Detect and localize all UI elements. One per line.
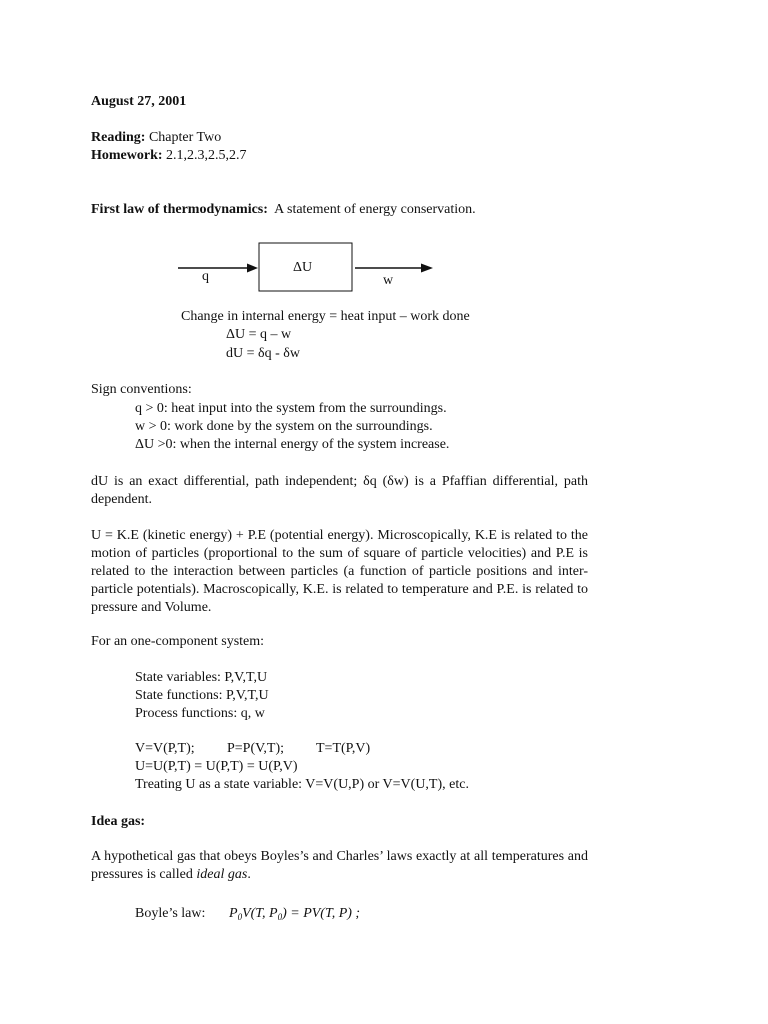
process-functions-line: Process functions: q, w — [135, 706, 265, 721]
boyle-eq-sub1: 0 — [277, 912, 283, 922]
sign-convention-w: w > 0: work done by the system on the surroundings. — [135, 419, 433, 434]
boyle-law-equation — [229, 905, 360, 926]
exact-differential-paragraph: dU is an exact differential, path independent; δq (δw) is a Pfaffian differential, path dependent. — [91, 474, 588, 507]
boyle-eq-p: P — [229, 906, 238, 921]
state-variables-line: State variables: P,V,T,U — [135, 670, 268, 685]
work-output-arrowhead — [421, 264, 433, 273]
ideal-gas-paragraph — [91, 848, 588, 884]
sign-conventions-title: Sign conventions: — [91, 382, 192, 397]
first-law-label: First law of thermodynamics: — [91, 202, 268, 217]
one-component-title: For an one-component system: — [91, 634, 265, 649]
ideal-gas-period: . — [247, 867, 251, 882]
reading-value: Chapter Two — [148, 130, 222, 145]
delta-u-box-label: ΔU — [293, 260, 313, 275]
ideal-gas-term: ideal gas — [196, 867, 248, 882]
boyle-law-label: Boyle’s law: — [135, 906, 206, 921]
date-heading: August 27, 2001 — [91, 94, 187, 109]
pressure-function: P=P(V,T); — [227, 741, 285, 756]
ideal-gas-text: A hypothetical gas that obeys Boyles’s and Charles’ laws exactly at all temperatures and pressures is called — [91, 849, 588, 882]
first-law-value: A statement of energy conservation. — [274, 202, 476, 217]
volume-function: V=V(P,T); — [135, 741, 195, 756]
internal-energy-paragraph: U = K.E (kinetic energy) + P.E (potential energy). Microscopically, K.E is related to the motion of particles (proportional to the sum of square of particle velocities) and P.E is related to the interaction between particles (a function of particle positions and inter-particle potentials). Macroscopically, K.E. is related to temperature and P.E. is related to pressure and Volume. — [91, 528, 588, 615]
boyle-eq-sub0: 0 — [237, 912, 243, 922]
reading-line — [91, 129, 221, 147]
homework-label: Homework: — [91, 148, 163, 163]
internal-energy-statement: Change in internal energy = heat input – work done — [181, 309, 470, 324]
first-law-line — [91, 201, 476, 219]
sign-convention-delta-u: ΔU >0: when the internal energy of the system increase. — [135, 437, 450, 452]
w-arrow-label: w — [383, 273, 394, 288]
delta-u-equation: ΔU = q – w — [226, 327, 292, 342]
du-differential-equation: dU = δq - δw — [226, 346, 300, 361]
homework-line — [91, 147, 247, 165]
homework-value: 2.1,2.3,2.5,2.7 — [166, 148, 247, 163]
ideal-gas-heading: Idea gas: — [91, 814, 146, 829]
temperature-function: T=T(P,V) — [316, 741, 371, 756]
reading-label: Reading: — [91, 130, 146, 145]
q-arrow-label: q — [202, 269, 209, 284]
state-functions-line: State functions: P,V,T,U — [135, 688, 269, 703]
treating-u-line: Treating U as a state variable: V=V(U,P) or V=V(U,T), etc. — [135, 777, 469, 792]
boyle-eq-right: ) = PV(T, P) ; — [282, 906, 361, 921]
heat-input-arrowhead — [247, 264, 258, 273]
boyle-eq-mid: V(T, P — [242, 906, 278, 921]
sign-convention-q: q > 0: heat input into the system from the surroundings. — [135, 401, 447, 416]
internal-energy-function: U=U(P,T) = U(P,T) = U(P,V) — [135, 759, 298, 774]
